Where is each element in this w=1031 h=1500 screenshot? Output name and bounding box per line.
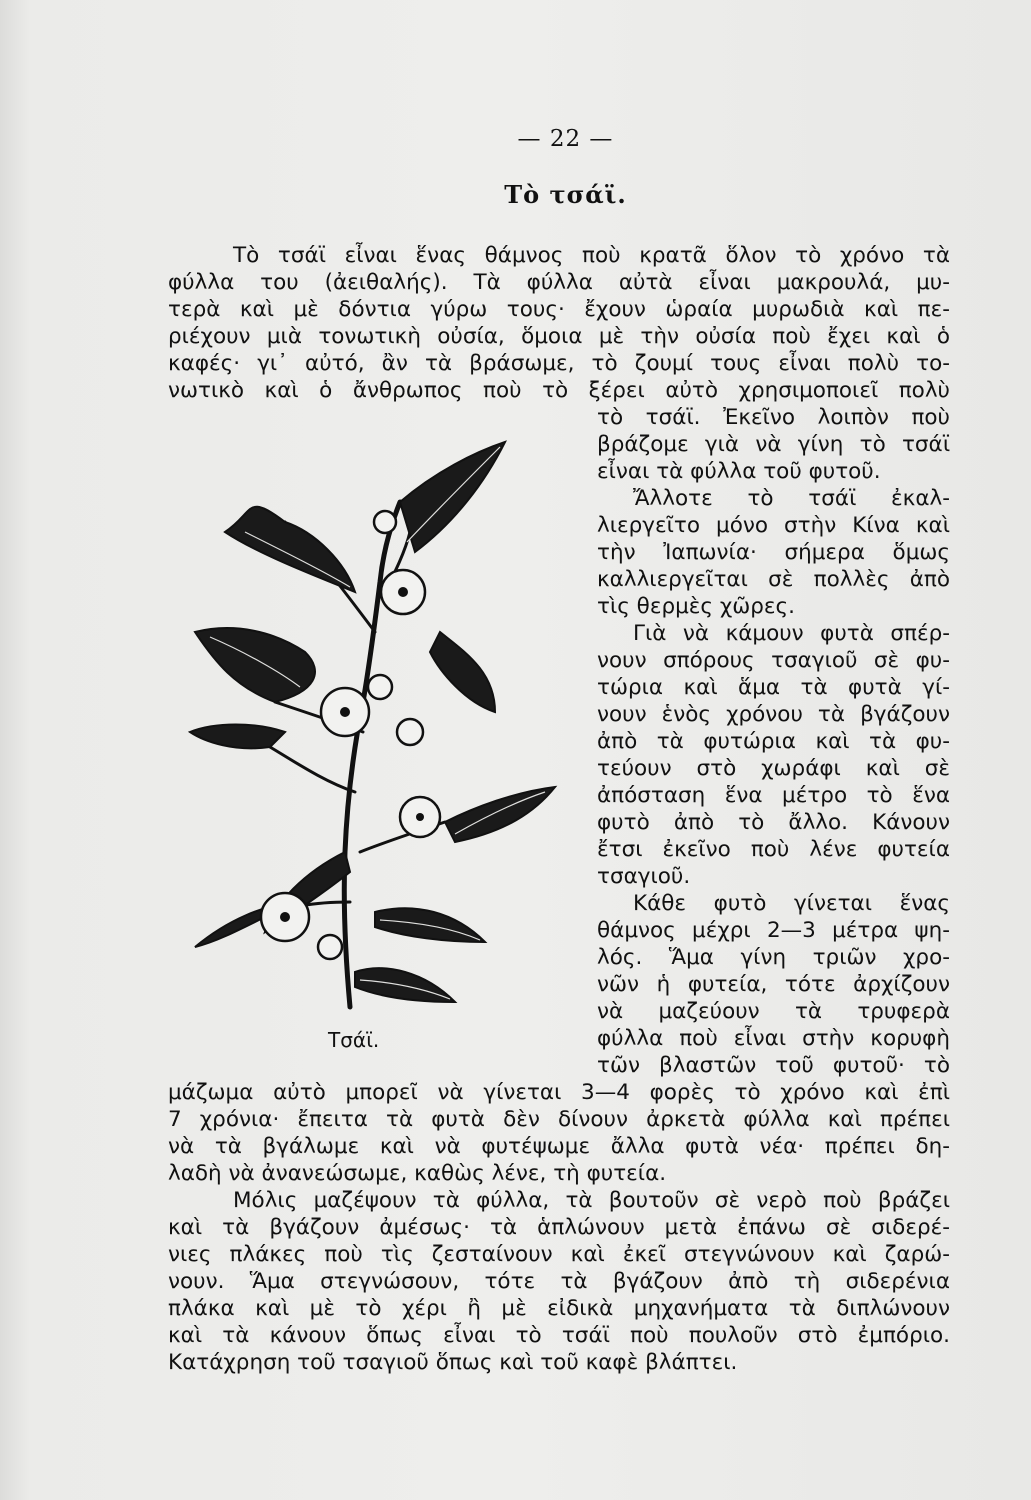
text-line: φύλλα ποὺ εἶναι στὴν κορυφὴ [597, 1026, 950, 1051]
text-line: καὶ τὰ κάνουν ὅπως εἶναι τὸ τσάϊ ποὺ πουλοῦν στὸ ἐμπόριο. [168, 1323, 950, 1348]
text-line: ἔτσι ἐκεῖνο ποὺ λένε φυτεία [597, 837, 950, 862]
text-line: νουν σπόρους τσαγιοῦ σὲ φυ- [597, 648, 950, 673]
text-line: νουν. Ἅμα στεγνώσουν, τότε τὰ βγάζουν ἀπὸ τὴ σιδερένια [168, 1269, 950, 1294]
text-line: καλλιεργεῖται σὲ πολλὲς ἀπὸ [597, 567, 950, 592]
text-line: Μόλις μαζέψουν τὰ φύλλα, τὰ βουτοῦν σὲ νερὸ ποὺ βράζει [233, 1188, 950, 1213]
text-line: νιες πλάκες ποὺ τὶς ζεσταίνουν καὶ ἐκεῖ στεγνώνουν καὶ ζαρώ- [168, 1242, 950, 1267]
text-line: τῶν βλαστῶν τοῦ φυτοῦ· τὸ [597, 1053, 950, 1078]
text-line: τὴν Ἰαπωνία· σήμερα ὅμως [597, 540, 950, 565]
text-line: Κατάχρηση τοῦ τσαγιοῦ ὅπως καὶ τοῦ καφὲ βλάπτει. [168, 1350, 738, 1375]
text-line: τὶς θερμὲς χῶρες. [597, 594, 795, 619]
text-line: ριέχουν μιὰ τονωτικὴ οὐσία, ὅμοια μὲ τὴν οὐσία ποὺ ἔχει καὶ ὁ [168, 324, 950, 349]
text-line: μάζωμα αὐτὸ μπορεῖ νὰ γίνεται 3—4 φορὲς τὸ χρόνο καὶ ἐπὶ [168, 1080, 950, 1105]
text-line: 7 χρόνια· ἔπειτα τὰ φυτὰ δὲν δίνουν ἀρκετὰ φύλλα καὶ πρέπει [168, 1107, 950, 1132]
text-line: νὰ μαζεύουν τὰ τρυφερὰ [597, 999, 950, 1024]
text-line: ἀπόσταση ἕνα μέτρο τὸ ἕνα [597, 783, 950, 808]
text-line: φυτὸ ἀπὸ τὸ ἄλλο. Κάνουν [597, 810, 950, 835]
page-number: — 22 — [517, 126, 614, 152]
text-line: καὶ τὰ βγάζουν ἀμέσως· τὰ ἁπλώνουν μετὰ ἐπάνω σὲ σιδερέ- [168, 1215, 950, 1240]
text-line: Τὸ τσάϊ εἶναι ἕνας θάμνος ποὺ κρατᾶ ὅλον τὸ χρόνο τὰ [233, 243, 950, 268]
text-line: νουν ἑνὸς χρόνου τὰ βγάζουν [597, 702, 950, 727]
text-line: Γιὰ νὰ κάμουν φυτὰ σπέρ- [633, 621, 950, 646]
text-line: πλάκα καὶ μὲ τὸ χέρι ἢ μὲ εἰδικὰ μηχανήματα τὰ διπλώνουν [168, 1296, 950, 1321]
text-line: λαδὴ νὰ ἀνανεώσωμε, καθὼς λένε, τὴ φυτεία. [168, 1161, 667, 1186]
text-line: εἶναι τὰ φύλλα τοῦ φυτοῦ. [597, 459, 881, 484]
text-line: τσαγιοῦ. [597, 864, 691, 889]
page-title: Τὸ τσάϊ. [504, 180, 627, 209]
text-line: Κάθε φυτὸ γίνεται ἕνας [633, 891, 950, 916]
text-line: ἀπὸ τὰ φυτώρια καὶ τὰ φυ- [597, 729, 950, 754]
text-line: λός. Ἅμα γίνη τριῶν χρο- [597, 945, 950, 970]
text-line: νὰ τὰ βγάλωμε καὶ νὰ φυτέψωμε ἄλλα φυτὰ νέα· πρέπει δη- [168, 1134, 950, 1159]
text-line: νῶν ἡ φυτεία, τότε ἀρχίζουν [597, 972, 950, 997]
text-line: τώρια καὶ ἅμα τὰ φυτὰ γί- [597, 675, 950, 700]
text-line: Ἄλλοτε τὸ τσάϊ ἐκαλ- [633, 486, 950, 511]
tea-plant-illustration [185, 432, 575, 1022]
illustration-caption: Τσάϊ. [328, 1028, 380, 1052]
text-line: τερὰ καὶ μὲ δόντια γύρω τους· ἔχουν ὡραία μυρωδιὰ καὶ πε- [168, 297, 950, 322]
text-line: καφές· γι᾽ αὐτό, ἂν τὰ βράσωμε, τὸ ζουμί τους εἶναι πολὺ το- [168, 351, 950, 376]
text-line: βράζομε γιὰ νὰ γίνη τὸ τσάϊ [597, 432, 950, 457]
text-line: φύλλα του (ἀειθαλής). Τὰ φύλλα αὐτὰ εἶναι μακρουλά, μυ- [168, 270, 950, 295]
text-line: τεύουν στὸ χωράφι καὶ σὲ [597, 756, 950, 781]
text-line: θάμνος μέχρι 2—3 μέτρα ψη- [597, 918, 950, 943]
text-line: λιεργεῖτο μόνο στὴν Κίνα καὶ [597, 513, 950, 538]
text-line: τὸ τσάϊ. Ἐκεῖνο λοιπὸν ποὺ [597, 405, 950, 430]
text-line: νωτικὸ καὶ ὁ ἄνθρωπος ποὺ τὸ ξέρει αὐτὸ χρησιμοποιεῖ πολὺ [168, 378, 950, 403]
